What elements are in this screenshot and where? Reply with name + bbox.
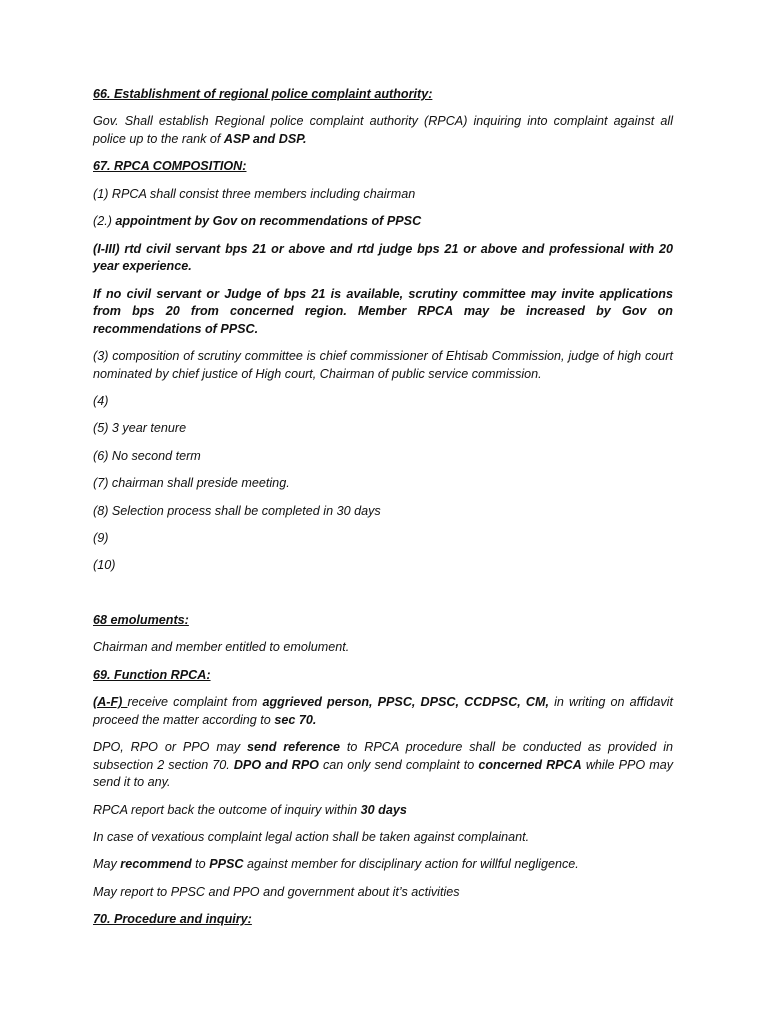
section-67-item-6: (6) No second term — [93, 448, 201, 463]
section-66-text: Gov. Shall establish Regional police complaint authority (RPCA) inquiring into complaint against all police up to the rank of — [93, 114, 673, 146]
section-67-item-3: (3) composition of scrutiny committee is chief commissioner of Ehtisab Commission, judge of high court nominated by chief justice of High court, Chairman of public service commission. — [93, 349, 673, 381]
section-67-if-no-paragraph: If no civil servant or Judge of bps 21 is available, scrutiny committee may invite applications from bps 20 from concerned region. Member RPCA may be increased by Gov on recommendations of PPSC. — [93, 286, 673, 336]
section-69-heading: 69. Function RPCA: — [93, 667, 211, 682]
section-66-paragraph — [93, 113, 673, 148]
section-69-dpo-paragraph — [93, 739, 673, 792]
section-69-vexatious: In case of vexatious complaint legal action shall be taken against complainant. — [93, 829, 530, 844]
spacer — [93, 585, 673, 612]
section-70-heading: 70. Procedure and inquiry: — [93, 912, 252, 927]
section-67-item-5: (5) 3 year tenure — [93, 421, 187, 436]
section-67-item-7: (7) chairman shall preside meeting. — [93, 476, 290, 491]
section-69-af-bold-1: aggrieved person, PPSC, DPSC, CCDPSC, CM, — [262, 695, 549, 709]
section-69-af-bold-2: sec 70. — [274, 712, 317, 727]
section-69-dpo-text-2: to RPCA procedure shall be conducted as provided in subsection 2 section 70. — [93, 739, 673, 772]
section-67-item-2 — [93, 213, 673, 231]
section-66-heading: 66. Establishment of regional police complaint authority: — [93, 87, 433, 101]
section-68-text: Chairman and member entitled to emolument. — [93, 640, 350, 655]
section-67-item-2-bold: appointment by Gov on recommendations of PPSC — [115, 214, 422, 229]
section-69-dpo-bold-3: concerned RPCA — [478, 757, 582, 772]
section-68-heading: 68 emoluments: — [93, 612, 189, 627]
section-67-heading: 67. RPCA COMPOSITION: — [93, 159, 247, 174]
section-69-may-report: May report to PPSC and PPO and government about it’s activities — [93, 884, 460, 899]
section-69-report-text: RPCA report back the outcome of inquiry within — [93, 802, 361, 817]
section-69-dpo-bold-1: send reference — [247, 739, 340, 754]
section-69-dpo-text-3: can only send complaint to — [318, 757, 479, 772]
section-69-af-text-1: receive complaint from — [127, 695, 263, 709]
section-67-item-8: (8) Selection process shall be completed in 30 days — [93, 503, 381, 518]
section-69-may-text-2: to — [191, 857, 210, 872]
section-67-item-4: (4) — [93, 394, 109, 409]
section-69-af-text-2: in writing on affidavit proceed the matter according to — [93, 695, 673, 727]
section-69-dpo-bold-2: DPO and RPO — [233, 757, 319, 772]
document-page — [93, 86, 673, 939]
section-69-may-bold-2: PPSC — [209, 857, 244, 872]
section-69-dpo-text-4: while PPO may send it to any. — [93, 757, 674, 790]
section-69-may-bold-1: recommend — [120, 857, 192, 872]
section-66-bold: ASP and DSP. — [223, 131, 307, 146]
section-67-item-i-iii: (I-III) rtd civil servant bps 21 or above and rtd judge bps 21 or above and professional with 20 year experience. — [93, 241, 673, 274]
section-69-may-text-3: against member for disciplinary action for willful negligence. — [243, 857, 579, 872]
section-67-item-10: (10) — [93, 558, 116, 573]
section-67-item-2-prefix: (2.) — [93, 214, 116, 229]
section-69-af-label: (A-F) — [93, 695, 128, 709]
section-67-item-9: (9) — [93, 531, 109, 546]
section-69-report-bold: 30 days — [360, 802, 407, 817]
section-69-may-paragraph — [93, 856, 673, 874]
section-69-dpo-text-1: DPO, RPO or PPO may — [93, 739, 248, 754]
section-69-may-text-1: May — [93, 857, 121, 872]
section-69-report-paragraph — [93, 802, 673, 820]
section-69-af-paragraph — [93, 694, 673, 729]
section-67-item-1: (1) RPCA shall consist three members including chairman — [93, 186, 416, 201]
